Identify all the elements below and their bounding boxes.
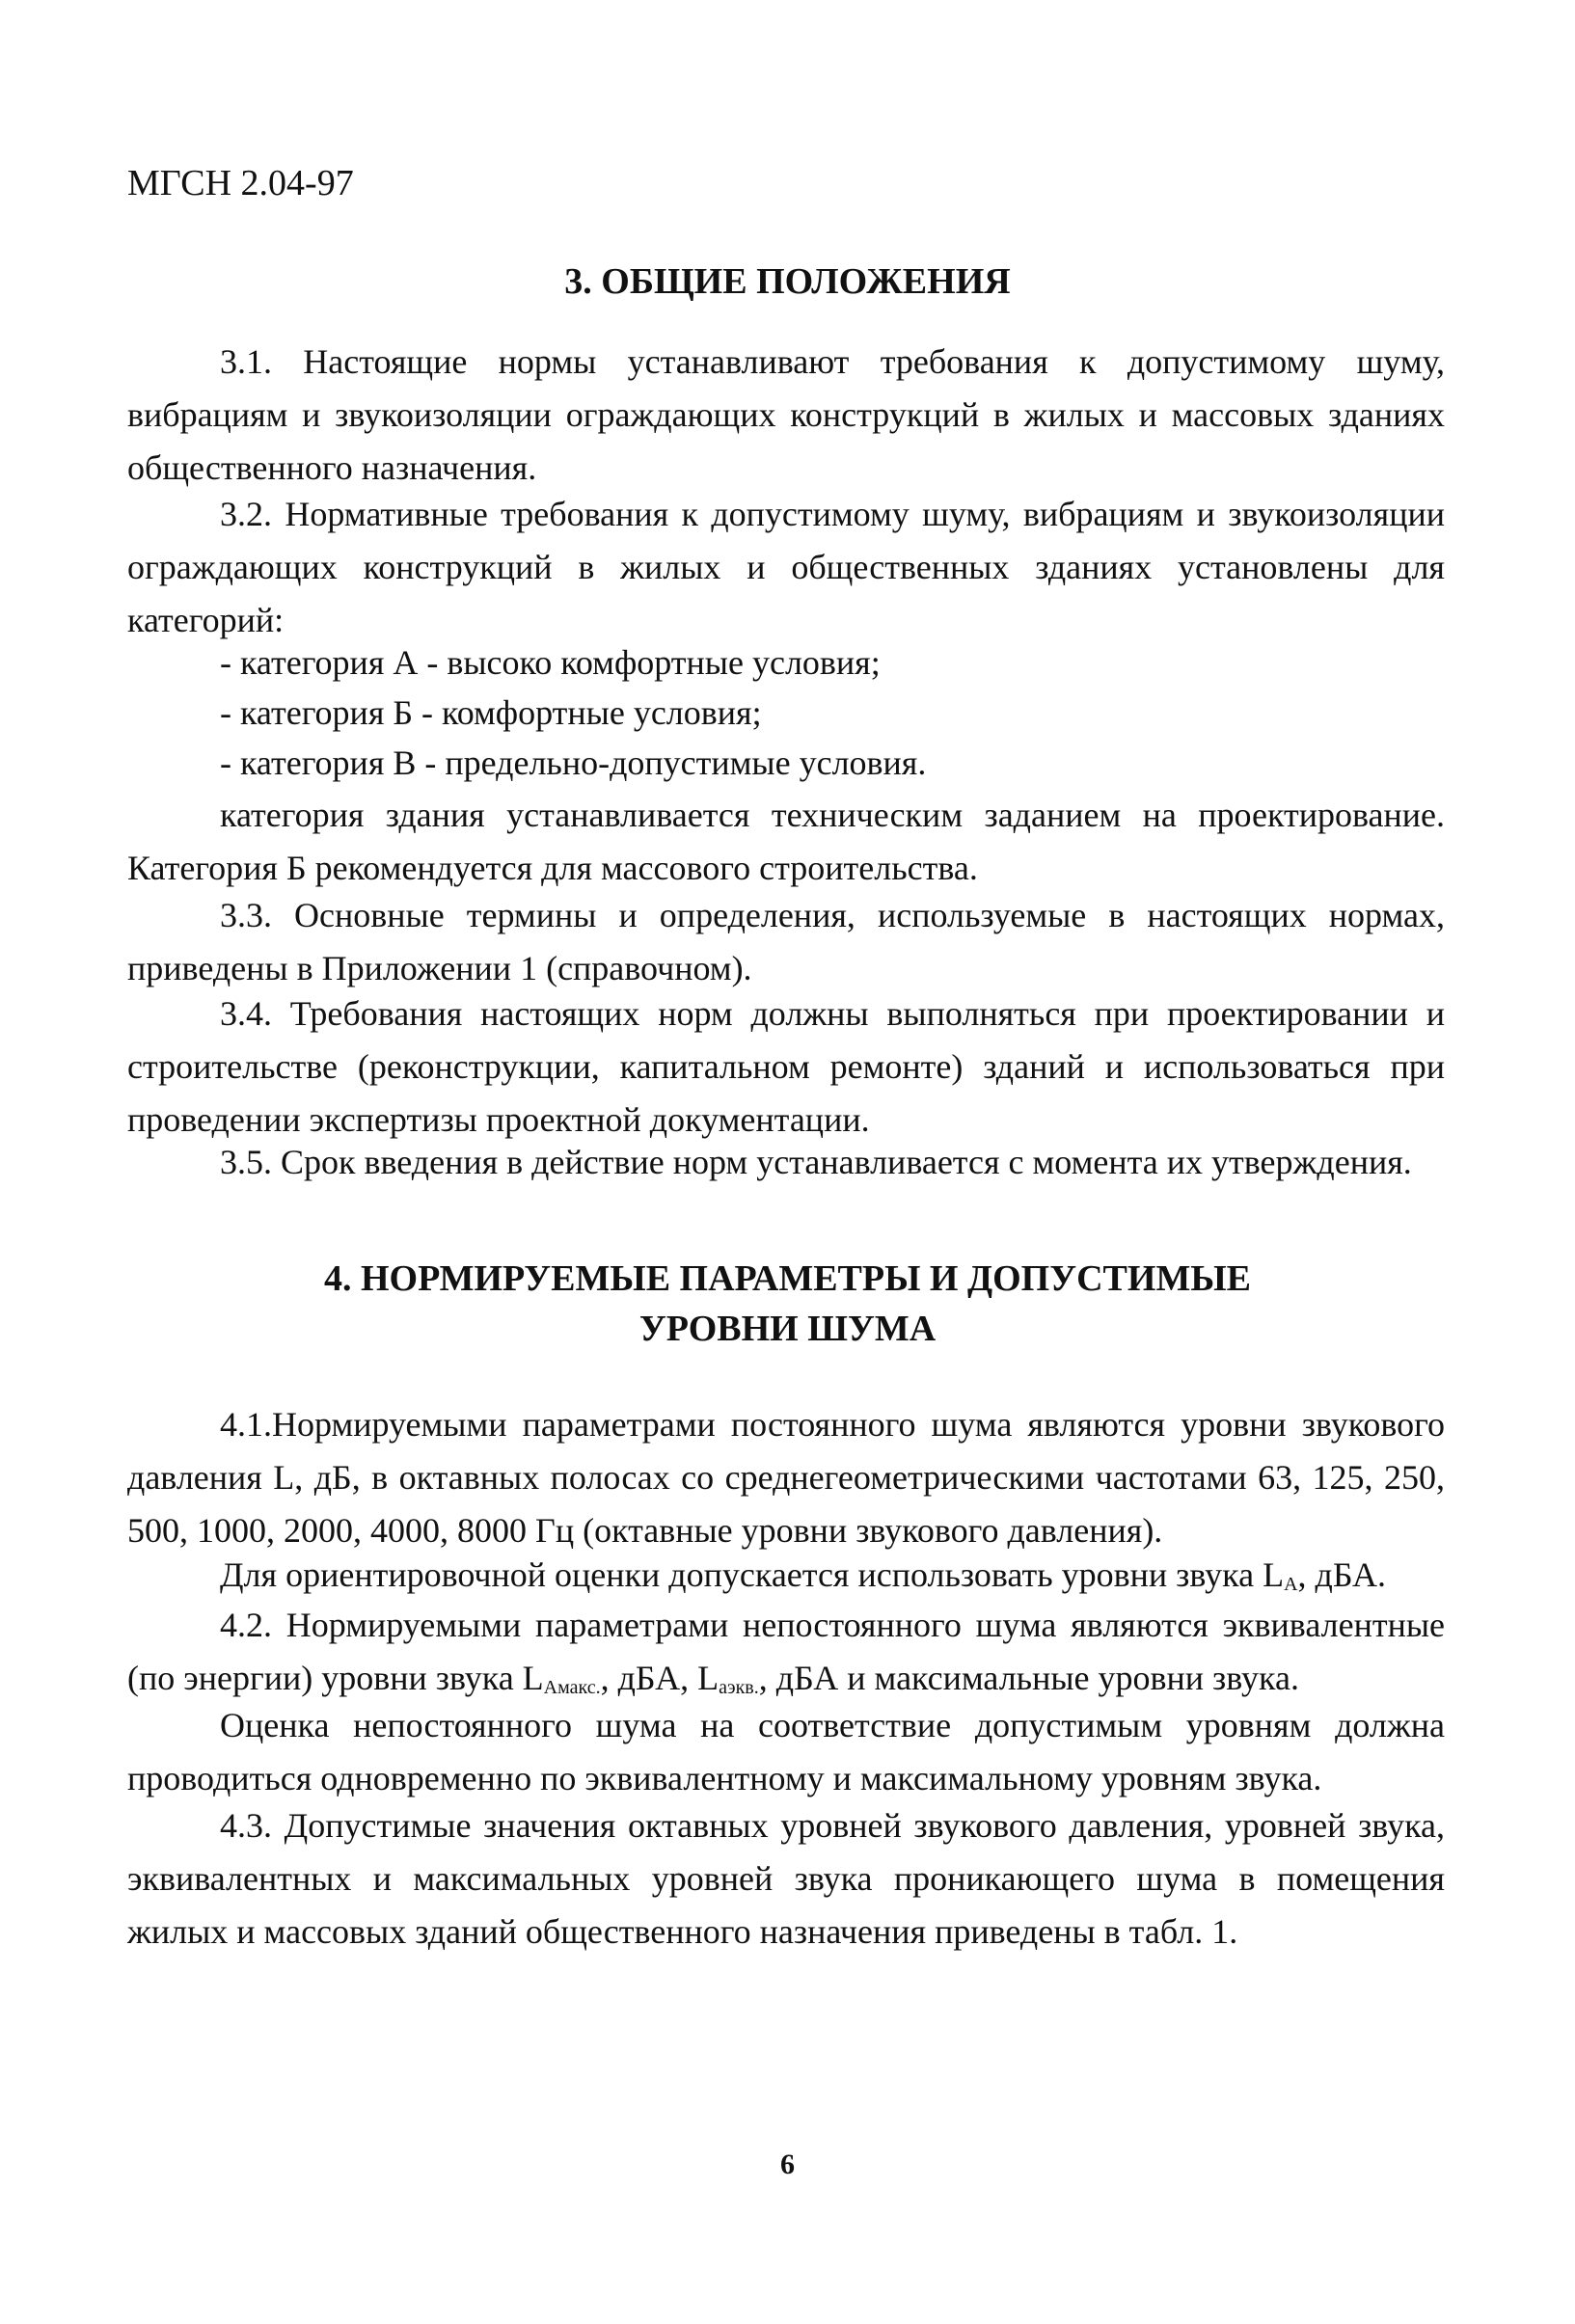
paragraph-3-5: 3.5. Срок введения в действие норм устанавливается с момента их утверждения. xyxy=(220,1143,1412,1181)
list-item-category-v: - категория В - предельно-допустимые условия. xyxy=(220,743,927,782)
paragraph-4-2 xyxy=(127,1599,1445,1715)
paragraph-4-2-text-1: 4.2. Нормируемыми параметрами непостоянного шума являются эквивалентные (по энергии) уровни звука L xyxy=(127,1606,1445,1697)
subscript-a: A xyxy=(1284,1574,1298,1595)
section-4-heading-line-2: УРОВНИ ШУМА xyxy=(638,1309,937,1349)
page-number: 6 xyxy=(780,2148,795,2180)
subscript-a-eq: aэкв. xyxy=(719,1677,759,1698)
paragraph-3-4: 3.4. Требования настоящих норм должны выполняться при проектировании и строительстве (реконструкции, капитальном ремонте) зданий и использоваться при проведении экспертизы проектной документации. xyxy=(127,994,1445,1139)
paragraph-4-1-estimate-text: Для ориентировочной оценки допускается использовать уровни звука L xyxy=(220,1555,1285,1594)
paragraph-4-2-text-3: , дБА и максимальные уровни звука. xyxy=(758,1659,1299,1697)
paragraph-4-1: 4.1.Нормируемыми параметрами постоянного шума являются уровни звукового давления L, дБ, в октавных полосах со среднегеометрическими частотами 63, 125, 250, 500, 1000, 2000, 4000, 8000 Гц (октавные уровни звукового давления). xyxy=(127,1405,1445,1550)
paragraph-4-1-estimate-unit: , дБА. xyxy=(1297,1555,1387,1594)
subscript-a-max: Aмакс. xyxy=(543,1677,601,1698)
list-item-category-a: - категория А - высоко комфортные условия; xyxy=(220,643,881,682)
paragraph-4-2-assessment: Оценка непостоянного шума на соответствие допустимым уровням должна проводиться одновременно по эквивалентному и максимальному уровням звука. xyxy=(127,1706,1445,1797)
paragraph-4-2-text-2: , дБА, L xyxy=(600,1659,720,1697)
section-3-heading: 3. ОБЩИЕ ПОЛОЖЕНИЯ xyxy=(564,261,1011,302)
paragraph-3-3: 3.3. Основные термины и определения, используемые в настоящих нормах, приведены в Приложении 1 (справочном). xyxy=(127,896,1445,987)
list-item-category-b: - категория Б - комфортные условия; xyxy=(220,693,762,732)
document-code: МГСН 2.04-97 xyxy=(127,163,354,203)
paragraph-3-2: 3.2. Нормативные требования к допустимому шуму, вибрациям и звукоизоляции ограждающих конструкций в жилых и общественных зданиях установлены для категорий: xyxy=(127,495,1445,639)
paragraph-3-1: 3.1. Настоящие нормы устанавливают требования к допустимому шуму, вибрациям и звукоизоляции ограждающих конструкций в жилых и массовых зданиях общественного назначения. xyxy=(127,342,1445,487)
paragraph-3-2-note: категория здания устанавливается техническим заданием на проектирование. Категория Б рекомендуется для массового строительства. xyxy=(127,796,1445,887)
section-4-heading-line-1: 4. НОРМИРУЕМЫЕ ПАРАМЕТРЫ И ДОПУСТИМЫЕ xyxy=(323,1258,1251,1299)
paragraph-4-3: 4.3. Допустимые значения октавных уровней звукового давления, уровней звука, эквивалентных и максимальных уровней звука проникающего шума в помещения жилых и массовых зданий общественного назначения приведены в табл. 1. xyxy=(127,1806,1445,1951)
